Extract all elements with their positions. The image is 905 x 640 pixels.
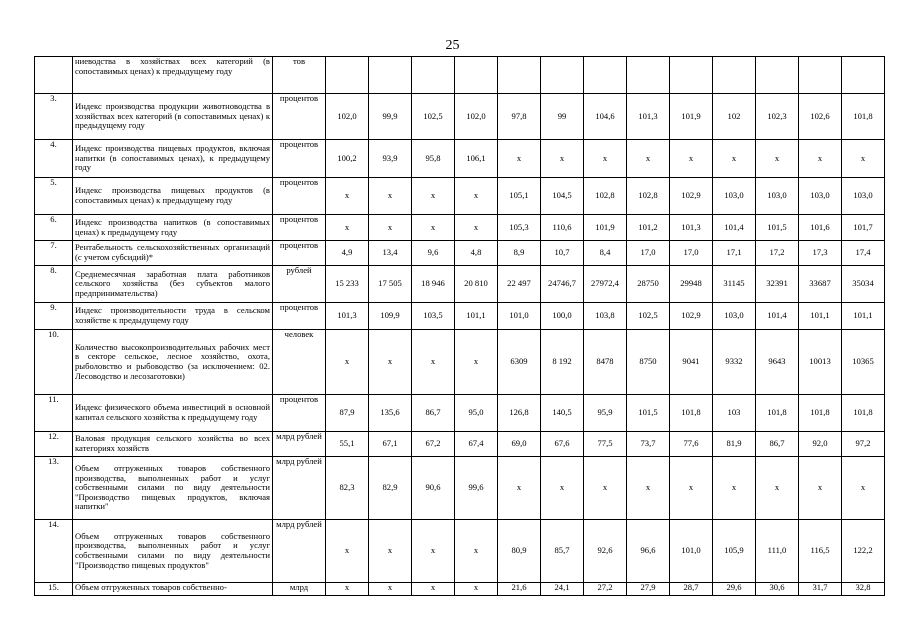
value-cell: 9041 <box>670 330 713 395</box>
value-cell: 102,6 <box>799 94 842 140</box>
value-cell <box>584 57 627 94</box>
value-cell: 10013 <box>799 330 842 395</box>
value-cell: х <box>412 215 455 241</box>
value-cell: 102,5 <box>412 94 455 140</box>
value-cell: 29948 <box>670 266 713 303</box>
value-cell <box>670 57 713 94</box>
value-cell: 101,1 <box>842 303 885 330</box>
value-cell: х <box>670 140 713 178</box>
value-cell: 13,4 <box>369 241 412 266</box>
value-cell: 17,4 <box>842 241 885 266</box>
row-number: 14. <box>35 520 73 583</box>
row-number: 11. <box>35 395 73 432</box>
value-cell: 87,9 <box>326 395 369 432</box>
value-cell: 105,9 <box>713 520 756 583</box>
value-cell: х <box>584 457 627 520</box>
value-cell: 101,3 <box>627 94 670 140</box>
value-cell: 27,9 <box>627 583 670 596</box>
value-cell: 17,2 <box>756 241 799 266</box>
value-cell: 95,0 <box>455 395 498 432</box>
value-cell: х <box>369 520 412 583</box>
value-cell: 101,3 <box>326 303 369 330</box>
row-number: 7. <box>35 241 73 266</box>
value-cell <box>627 57 670 94</box>
value-cell: х <box>326 178 369 215</box>
indicator-name: Среднемесячная заработная плата работников сельского хозяйства (без субъектов малого предпринимательства) <box>73 266 273 303</box>
value-cell: х <box>713 457 756 520</box>
value-cell: х <box>627 457 670 520</box>
value-cell: 80,9 <box>498 520 541 583</box>
value-cell: х <box>842 457 885 520</box>
value-cell: 105,1 <box>498 178 541 215</box>
value-cell: 102,0 <box>326 94 369 140</box>
value-cell <box>756 57 799 94</box>
row-number: 15. <box>35 583 73 596</box>
table-row <box>35 178 885 215</box>
value-cell: 101,0 <box>670 520 713 583</box>
value-cell: 101,9 <box>584 215 627 241</box>
value-cell: х <box>498 457 541 520</box>
value-cell: 97,2 <box>842 432 885 457</box>
value-cell: 102 <box>713 94 756 140</box>
value-cell: 102,0 <box>455 94 498 140</box>
value-cell: 104,6 <box>584 94 627 140</box>
indicator-name: Индекс производства пищевых продуктов, включая напитки (в сопоставимых ценах), к предыдущему году <box>73 140 273 178</box>
value-cell: 101,8 <box>670 395 713 432</box>
value-cell: 9,6 <box>412 241 455 266</box>
row-number: 4. <box>35 140 73 178</box>
indicator-name: Индекс производства продукции животноводства в хозяйствах всех категорий (в сопоставимых ценах) к предыдущему году <box>73 94 273 140</box>
value-cell: 6309 <box>498 330 541 395</box>
table-row <box>35 241 885 266</box>
value-cell: 67,4 <box>455 432 498 457</box>
value-cell: х <box>369 215 412 241</box>
unit-of-measure: процентов <box>273 395 326 432</box>
value-cell <box>713 57 756 94</box>
value-cell: х <box>455 583 498 596</box>
value-cell: 10365 <box>842 330 885 395</box>
table-row <box>35 94 885 140</box>
value-cell: 33687 <box>799 266 842 303</box>
value-cell: 8,4 <box>584 241 627 266</box>
value-cell: 27972,4 <box>584 266 627 303</box>
row-number <box>35 57 73 94</box>
table-row <box>35 457 885 520</box>
value-cell: 109,9 <box>369 303 412 330</box>
value-cell: 102,9 <box>670 178 713 215</box>
value-cell: 102,3 <box>756 94 799 140</box>
value-cell: 101,3 <box>670 215 713 241</box>
table-row <box>35 266 885 303</box>
value-cell: 101,2 <box>627 215 670 241</box>
unit-of-measure: процентов <box>273 140 326 178</box>
value-cell: 24746,7 <box>541 266 584 303</box>
value-cell: х <box>799 457 842 520</box>
row-number: 9. <box>35 303 73 330</box>
value-cell: 67,1 <box>369 432 412 457</box>
value-cell: х <box>498 140 541 178</box>
value-cell: 99,9 <box>369 94 412 140</box>
value-cell: х <box>369 178 412 215</box>
value-cell: 111,0 <box>756 520 799 583</box>
indicator-name: Индекс физического объема инвестиций в основной капитал сельского хозяйства к предыдущему году <box>73 395 273 432</box>
value-cell: х <box>627 140 670 178</box>
row-number: 10. <box>35 330 73 395</box>
value-cell: 104,5 <box>541 178 584 215</box>
value-cell: 101,5 <box>627 395 670 432</box>
value-cell <box>842 57 885 94</box>
value-cell: х <box>756 140 799 178</box>
value-cell: 17,0 <box>670 241 713 266</box>
value-cell: 9332 <box>713 330 756 395</box>
value-cell: 24,1 <box>541 583 584 596</box>
value-cell: 9643 <box>756 330 799 395</box>
value-cell: х <box>713 140 756 178</box>
value-cell: 86,7 <box>412 395 455 432</box>
value-cell: 4,8 <box>455 241 498 266</box>
value-cell: 15 233 <box>326 266 369 303</box>
value-cell: 102,9 <box>670 303 713 330</box>
unit-of-measure: млрд рублей <box>273 520 326 583</box>
value-cell: 21,6 <box>498 583 541 596</box>
unit-of-measure: млрд рублей <box>273 432 326 457</box>
value-cell: 81,9 <box>713 432 756 457</box>
indicator-name: Индекс производства напитков (в сопоставимых ценах) к предыдущему году <box>73 215 273 241</box>
value-cell: 101,8 <box>756 395 799 432</box>
value-cell: 17 505 <box>369 266 412 303</box>
unit-of-measure: процентов <box>273 303 326 330</box>
value-cell: 100,2 <box>326 140 369 178</box>
value-cell: 102,8 <box>627 178 670 215</box>
table-row <box>35 330 885 395</box>
value-cell: 77,5 <box>584 432 627 457</box>
value-cell: 32,8 <box>842 583 885 596</box>
value-cell: 103 <box>713 395 756 432</box>
unit-of-measure: процентов <box>273 94 326 140</box>
value-cell: 73,7 <box>627 432 670 457</box>
value-cell: 8750 <box>627 330 670 395</box>
value-cell: х <box>412 330 455 395</box>
indicator-name: Рентабельность сельскохозяйственных организаций (с учетом субсидий)* <box>73 241 273 266</box>
value-cell: 29,6 <box>713 583 756 596</box>
value-cell: х <box>455 330 498 395</box>
unit-of-measure: млрд <box>273 583 326 596</box>
indicator-name: Индекс производства пищевых продуктов (в сопоставимых ценах) к предыдущему году <box>73 178 273 215</box>
table-row <box>35 520 885 583</box>
value-cell: х <box>584 140 627 178</box>
indicator-name: Валовая продукция сельского хозяйства во всех категориях хозяйств <box>73 432 273 457</box>
value-cell: 99 <box>541 94 584 140</box>
unit-of-measure: процентов <box>273 241 326 266</box>
value-cell: 99,6 <box>455 457 498 520</box>
value-cell: 102,5 <box>627 303 670 330</box>
value-cell: х <box>541 457 584 520</box>
value-cell <box>799 57 842 94</box>
value-cell: х <box>799 140 842 178</box>
value-cell: 100,0 <box>541 303 584 330</box>
indicator-name: Количество высокопроизводительных рабочих мест в секторе сельское, лесное хозяйство, охота, рыболовство и рыбоводство (за исключением: 02. Лесоводство и лесозаготовки) <box>73 330 273 395</box>
row-number: 12. <box>35 432 73 457</box>
value-cell: 92,0 <box>799 432 842 457</box>
value-cell: 17,1 <box>713 241 756 266</box>
value-cell: 93,9 <box>369 140 412 178</box>
value-cell: 28,7 <box>670 583 713 596</box>
value-cell: 69,0 <box>498 432 541 457</box>
value-cell: 31145 <box>713 266 756 303</box>
value-cell: 95,9 <box>584 395 627 432</box>
value-cell: 105,3 <box>498 215 541 241</box>
value-cell: 126,8 <box>498 395 541 432</box>
value-cell: х <box>369 583 412 596</box>
value-cell <box>369 57 412 94</box>
table-row <box>35 432 885 457</box>
value-cell: 101,5 <box>756 215 799 241</box>
row-number: 13. <box>35 457 73 520</box>
value-cell <box>326 57 369 94</box>
value-cell: 103,5 <box>412 303 455 330</box>
value-cell: 82,3 <box>326 457 369 520</box>
row-number: 6. <box>35 215 73 241</box>
value-cell: 77,6 <box>670 432 713 457</box>
value-cell: 55,1 <box>326 432 369 457</box>
value-cell: 90,6 <box>412 457 455 520</box>
value-cell: 103,0 <box>799 178 842 215</box>
value-cell: х <box>455 520 498 583</box>
table-row <box>35 395 885 432</box>
indicator-name: Индекс производительности труда в сельском хозяйстве к предыдущему году <box>73 303 273 330</box>
value-cell: 101,7 <box>842 215 885 241</box>
value-cell: х <box>455 178 498 215</box>
value-cell: 101,6 <box>799 215 842 241</box>
indicator-name: Объем отгруженных товаров собственно- <box>73 583 273 596</box>
value-cell: 31,7 <box>799 583 842 596</box>
value-cell: 97,8 <box>498 94 541 140</box>
unit-of-measure: млрд рублей <box>273 457 326 520</box>
value-cell: 28750 <box>627 266 670 303</box>
value-cell: 122,2 <box>842 520 885 583</box>
value-cell: 4,9 <box>326 241 369 266</box>
value-cell: 135,6 <box>369 395 412 432</box>
value-cell: 17,0 <box>627 241 670 266</box>
value-cell: х <box>455 215 498 241</box>
value-cell: 8 192 <box>541 330 584 395</box>
value-cell <box>498 57 541 94</box>
value-cell: 92,6 <box>584 520 627 583</box>
value-cell: 8,9 <box>498 241 541 266</box>
value-cell: 20 810 <box>455 266 498 303</box>
value-cell: 10,7 <box>541 241 584 266</box>
value-cell: 82,9 <box>369 457 412 520</box>
page-number: 25 <box>445 38 460 53</box>
value-cell: 101,8 <box>799 395 842 432</box>
value-cell: 102,8 <box>584 178 627 215</box>
value-cell <box>455 57 498 94</box>
value-cell: 18 946 <box>412 266 455 303</box>
unit-of-measure: процентов <box>273 215 326 241</box>
value-cell: х <box>412 178 455 215</box>
value-cell: х <box>326 520 369 583</box>
row-number: 3. <box>35 94 73 140</box>
value-cell: 17,3 <box>799 241 842 266</box>
table-row <box>35 140 885 178</box>
value-cell: 101,8 <box>842 395 885 432</box>
value-cell: х <box>326 583 369 596</box>
row-number: 5. <box>35 178 73 215</box>
value-cell: 116,5 <box>799 520 842 583</box>
value-cell: 103,0 <box>713 178 756 215</box>
value-cell <box>541 57 584 94</box>
value-cell: 101,1 <box>455 303 498 330</box>
value-cell <box>412 57 455 94</box>
value-cell: 106,1 <box>455 140 498 178</box>
value-cell: х <box>541 140 584 178</box>
value-cell: х <box>412 520 455 583</box>
value-cell: 103,8 <box>584 303 627 330</box>
table-row <box>35 215 885 241</box>
value-cell: 101,4 <box>713 215 756 241</box>
unit-of-measure: тов <box>273 57 326 94</box>
indicator-name: ниеводства в хозяйствах всех категорий (в сопоставимых ценах) к предыдущему году <box>73 57 273 94</box>
value-cell: 27,2 <box>584 583 627 596</box>
table-row <box>35 303 885 330</box>
table-row <box>35 57 885 94</box>
value-cell: 101,4 <box>756 303 799 330</box>
row-number: 8. <box>35 266 73 303</box>
value-cell: 30,6 <box>756 583 799 596</box>
table-row <box>35 583 885 596</box>
unit-of-measure: человек <box>273 330 326 395</box>
unit-of-measure: процентов <box>273 178 326 215</box>
value-cell: 67,6 <box>541 432 584 457</box>
value-cell: 103,0 <box>713 303 756 330</box>
indicators-table <box>34 56 885 596</box>
value-cell: 86,7 <box>756 432 799 457</box>
indicator-name: Объем отгруженных товаров собственного производства, выполненных работ и услуг собственными силами по виду деятельности "Производство пищевых продуктов, включая напитки" <box>73 457 273 520</box>
value-cell: 22 497 <box>498 266 541 303</box>
value-cell: 67,2 <box>412 432 455 457</box>
value-cell: 103,0 <box>756 178 799 215</box>
value-cell: 101,9 <box>670 94 713 140</box>
value-cell: 96,6 <box>627 520 670 583</box>
value-cell: 101,8 <box>842 94 885 140</box>
value-cell: х <box>756 457 799 520</box>
value-cell: 140,5 <box>541 395 584 432</box>
value-cell: 103,0 <box>842 178 885 215</box>
indicator-name: Объем отгруженных товаров собственного производства, выполненных работ и услуг собственными силами по виду деятельности "Производство пищевых продуктов" <box>73 520 273 583</box>
value-cell: 85,7 <box>541 520 584 583</box>
value-cell: х <box>326 215 369 241</box>
value-cell: х <box>326 330 369 395</box>
value-cell: 8478 <box>584 330 627 395</box>
unit-of-measure: рублей <box>273 266 326 303</box>
value-cell: 95,8 <box>412 140 455 178</box>
value-cell: 110,6 <box>541 215 584 241</box>
value-cell: 32391 <box>756 266 799 303</box>
value-cell: х <box>412 583 455 596</box>
value-cell: х <box>369 330 412 395</box>
value-cell: 101,0 <box>498 303 541 330</box>
value-cell: х <box>842 140 885 178</box>
value-cell: х <box>670 457 713 520</box>
value-cell: 101,1 <box>799 303 842 330</box>
value-cell: 35034 <box>842 266 885 303</box>
